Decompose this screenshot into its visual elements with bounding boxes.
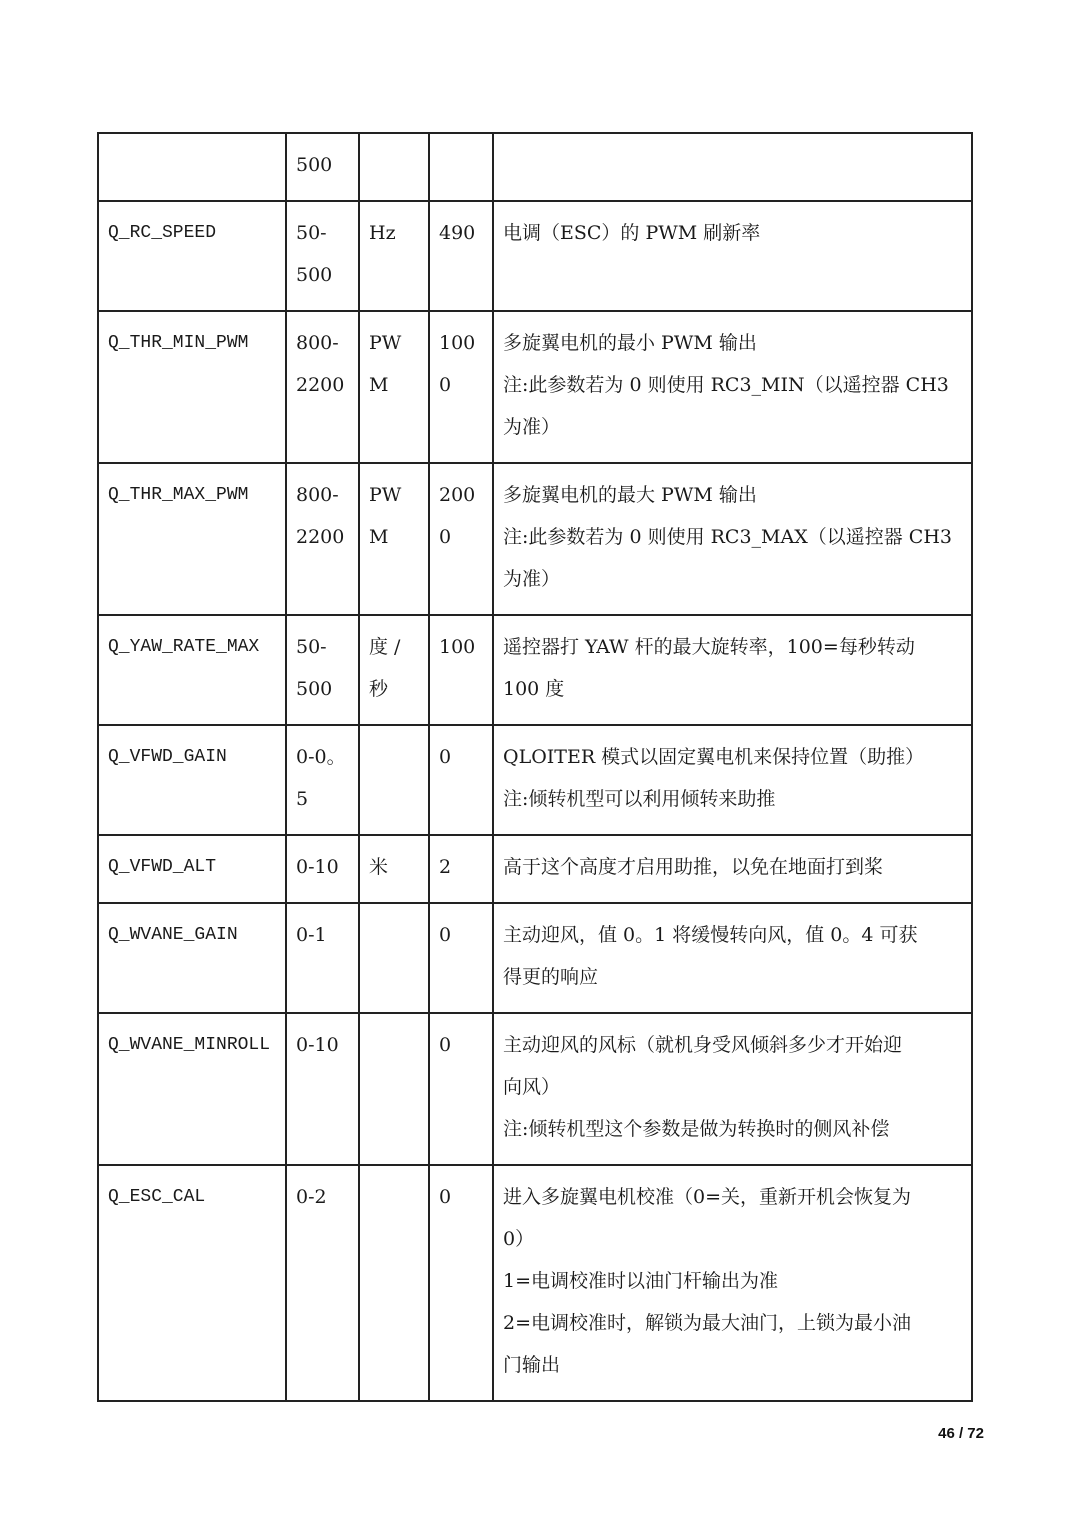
param-description-cell-line: 门输出 xyxy=(503,1354,561,1376)
param-default-cell: 1000 xyxy=(429,311,493,463)
param-name-cell xyxy=(98,133,286,201)
param-default-cell: 0 xyxy=(429,725,493,835)
param-range-cell-line: 0-2 xyxy=(296,1186,327,1208)
param-unit-cell-line: PWM xyxy=(369,484,402,548)
param-description-cell-line: 遥控器打 YAW 杆的最大旋转率，100=每秒转动 xyxy=(503,636,915,658)
param-unit-cell xyxy=(359,835,429,903)
param-range-cell xyxy=(286,201,359,311)
param-name-cell: Q_WVANE_MINROLL xyxy=(98,1013,286,1165)
param-default-cell: 0 xyxy=(429,903,493,1013)
param-description-cell-line: 0） xyxy=(503,1228,535,1250)
param-unit-cell xyxy=(359,463,429,615)
table-row xyxy=(98,835,972,903)
param-description-cell xyxy=(493,311,972,463)
param-default-cell: 2 xyxy=(429,835,493,903)
param-range-cell-line: 0-0。 xyxy=(296,746,346,768)
param-range-cell-line: 800- xyxy=(296,332,339,354)
param-unit-cell-line: 度 / xyxy=(369,636,401,658)
param-default-cell: 2000 xyxy=(429,463,493,615)
table-row xyxy=(98,201,972,311)
param-description-cell xyxy=(493,463,972,615)
param-range-cell xyxy=(286,1165,359,1401)
param-description-cell-line: 注:倾转机型这个参数是做为转换时的侧风补偿 xyxy=(503,1118,890,1140)
param-unit-cell xyxy=(359,725,429,835)
param-name-cell: Q_VFWD_ALT xyxy=(98,835,286,903)
param-range-cell-line: 500 xyxy=(296,678,333,700)
param-range-cell xyxy=(286,133,359,201)
param-default-cell: 0 xyxy=(429,1165,493,1401)
param-description-cell-line: 为准） xyxy=(503,416,561,438)
param-name-cell: Q_ESC_CAL xyxy=(98,1165,286,1401)
param-range-cell xyxy=(286,463,359,615)
param-range-cell xyxy=(286,1013,359,1165)
param-range-cell-line: 5 xyxy=(296,788,309,810)
param-name-cell: Q_THR_MIN_PWM xyxy=(98,311,286,463)
param-description-cell-line: 主动迎风的风标（就机身受风倾斜多少才开始迎 xyxy=(503,1034,903,1056)
param-description-cell-line: 多旋翼电机的最小 PWM 输出 xyxy=(503,332,757,354)
param-range-cell-line: 500 xyxy=(296,154,333,176)
param-range-cell-line: 50- xyxy=(296,636,327,658)
param-description-cell-line: 100 度 xyxy=(503,678,565,700)
parameter-table xyxy=(97,132,973,1402)
param-unit-cell-line: 秒 xyxy=(369,678,389,700)
param-range-cell-line: 500 xyxy=(296,264,333,286)
param-range-cell-line: 50- xyxy=(296,222,327,244)
param-description-cell xyxy=(493,725,972,835)
param-range-cell xyxy=(286,903,359,1013)
param-range-cell-line: 800- xyxy=(296,484,339,506)
param-unit-cell xyxy=(359,311,429,463)
param-unit-cell-line: 米 xyxy=(369,856,389,878)
param-range-cell-line: 0-10 xyxy=(296,1034,339,1056)
param-description-cell-line: 2=电调校准时，解锁为最大油门，上锁为最小油 xyxy=(503,1312,912,1334)
param-name-cell: Q_VFWD_GAIN xyxy=(98,725,286,835)
param-description-cell xyxy=(493,133,972,201)
param-description-cell-line: QLOITER 模式以固定翼电机来保持位置（助推） xyxy=(503,746,925,768)
param-description-cell-line: 为准） xyxy=(503,568,561,590)
param-default-cell xyxy=(429,133,493,201)
param-description-cell xyxy=(493,615,972,725)
param-description-cell xyxy=(493,1013,972,1165)
param-range-cell xyxy=(286,835,359,903)
param-description-cell-line: 得更的响应 xyxy=(503,966,599,988)
table-row xyxy=(98,311,972,463)
table-row xyxy=(98,133,972,201)
param-description-cell-line: 注:此参数若为 0 则使用 RC3_MIN（以遥控器 CH3 xyxy=(503,374,949,396)
param-name-cell: Q_RC_SPEED xyxy=(98,201,286,311)
param-name-cell: Q_WVANE_GAIN xyxy=(98,903,286,1013)
param-range-cell-line: 0-10 xyxy=(296,856,339,878)
table-row xyxy=(98,1165,972,1401)
param-unit-cell xyxy=(359,615,429,725)
table-row xyxy=(98,1013,972,1165)
param-description-cell-line: 1=电调校准时以油门杆输出为准 xyxy=(503,1270,779,1292)
param-description-cell xyxy=(493,1165,972,1401)
table-row xyxy=(98,615,972,725)
param-description-cell-line: 多旋翼电机的最大 PWM 输出 xyxy=(503,484,757,506)
param-unit-cell-line: PWM xyxy=(369,332,402,396)
param-description-cell-line: 高于这个高度才启用助推，以免在地面打到桨 xyxy=(503,856,884,878)
param-description-cell xyxy=(493,835,972,903)
param-description-cell-line: 注:倾转机型可以利用倾转来助推 xyxy=(503,788,776,810)
param-range-cell xyxy=(286,725,359,835)
table-row xyxy=(98,463,972,615)
param-description-cell xyxy=(493,201,972,311)
page-number: 46 / 72 xyxy=(938,1425,984,1442)
param-range-cell-line: 2200 xyxy=(296,526,345,548)
param-description-cell-line: 进入多旋翼电机校准（0=关，重新开机会恢复为 xyxy=(503,1186,912,1208)
table-row xyxy=(98,903,972,1013)
param-description-cell-line: 注:此参数若为 0 则使用 RC3_MAX（以遥控器 CH3 xyxy=(503,526,952,548)
param-unit-cell xyxy=(359,1165,429,1401)
param-default-cell: 490 xyxy=(429,201,493,311)
param-unit-cell-line: Hz xyxy=(369,222,396,244)
param-description-cell-line: 电调（ESC）的 PWM 刷新率 xyxy=(503,222,761,244)
parameter-table-body xyxy=(98,133,972,1401)
param-unit-cell xyxy=(359,133,429,201)
param-range-cell xyxy=(286,615,359,725)
param-default-cell: 100 xyxy=(429,615,493,725)
param-description-cell-line: 主动迎风，值 0。1 将缓慢转向风，值 0。4 可获 xyxy=(503,924,918,946)
param-description-cell-line: 向风） xyxy=(503,1076,561,1098)
param-description-cell xyxy=(493,903,972,1013)
table-row xyxy=(98,725,972,835)
param-range-cell-line: 2200 xyxy=(296,374,345,396)
param-name-cell: Q_THR_MAX_PWM xyxy=(98,463,286,615)
param-unit-cell xyxy=(359,1013,429,1165)
param-range-cell-line: 0-1 xyxy=(296,924,327,946)
param-unit-cell xyxy=(359,201,429,311)
param-unit-cell xyxy=(359,903,429,1013)
param-default-cell: 0 xyxy=(429,1013,493,1165)
param-name-cell: Q_YAW_RATE_MAX xyxy=(98,615,286,725)
param-range-cell xyxy=(286,311,359,463)
